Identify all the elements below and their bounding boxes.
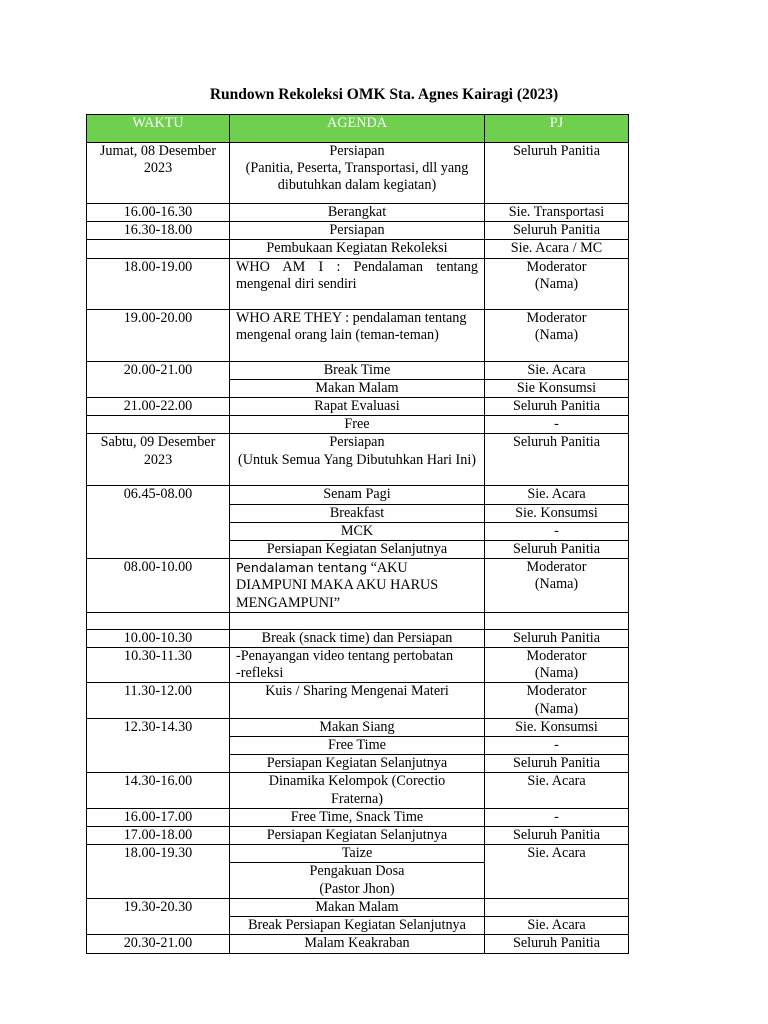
agenda-cell: Senam Pagi [230,486,485,504]
pj-cell: - [485,522,629,540]
table-row [87,240,629,258]
agenda-cell: WHO AM I : Pendalaman tentang mengenal diri sendiri [230,258,485,309]
agenda-cell: Kuis / Sharing Mengenai Materi [230,683,485,718]
pj-cell: Seluruh Panitia [485,222,629,240]
pj-cell: Sie. Transportasi [485,204,629,222]
waktu-cell: 16.00-16.30 [87,204,230,222]
table-row [87,898,629,916]
agenda-cell: Free Time [230,737,485,755]
waktu-cell [87,240,230,258]
pj-cell: Seluruh Panitia [485,935,629,953]
table-row [87,629,629,647]
pj-cell: Seluruh Panitia [485,143,629,204]
table-row [87,143,629,204]
table-row [87,361,629,379]
table-row [87,683,629,718]
table-row-empty [87,612,629,629]
waktu-cell: 18.00-19.00 [87,258,230,309]
table-row [87,718,629,736]
agenda-cell: Free Time, Snack Time [230,808,485,826]
pj-cell: Sie. Acara / MC [485,240,629,258]
pj-cell: Sie Konsumsi [485,379,629,397]
table-row [87,648,629,683]
agenda-cell: Free [230,416,485,434]
waktu-cell: 08.00-10.00 [87,559,230,613]
pj-cell: Seluruh Panitia [485,398,629,416]
pj-cell: Sie. Konsumsi [485,718,629,736]
waktu-cell: 11.30-12.00 [87,683,230,718]
pj-cell: Sie. Acara [485,917,629,935]
pj-cell [485,898,629,916]
date-cell: Jumat, 08 Desember 2023 [87,143,230,204]
table-row [87,434,629,486]
pj-cell: - [485,737,629,755]
waktu-cell: 14.30-16.00 [87,773,230,808]
table-row [87,845,629,863]
waktu-cell: 21.00-22.00 [87,398,230,416]
pj-cell: Sie. Konsumsi [485,504,629,522]
pj-cell: Seluruh Panitia [485,434,629,486]
pj-cell: Sie. Acara [485,773,629,808]
waktu-cell: 06.45-08.00 [87,486,230,559]
agenda-cell: Persiapan Kegiatan Selanjutnya [230,827,485,845]
table-row [87,559,629,613]
table-row [87,935,629,953]
pj-cell: Sie. Acara [485,361,629,379]
table-row [87,204,629,222]
pj-cell: Moderator (Nama) [485,258,629,309]
waktu-cell: 20.30-21.00 [87,935,230,953]
agenda-cell: Persiapan Kegiatan Selanjutnya [230,755,485,773]
agenda-cell: Break Time [230,361,485,379]
waktu-cell: 17.00-18.00 [87,827,230,845]
agenda-cell: Malam Keakraban [230,935,485,953]
waktu-cell: 10.00-10.30 [87,629,230,647]
agenda-cell: Makan Malam [230,898,485,916]
agenda-cell: Break Persiapan Kegiatan Selanjutnya [230,917,485,935]
table-row [87,808,629,826]
agenda-cell: Rapat Evaluasi [230,398,485,416]
waktu-cell: 20.00-21.00 [87,361,230,397]
table-row [87,309,629,361]
agenda-cell: Berangkat [230,204,485,222]
waktu-cell: 16.30-18.00 [87,222,230,240]
rundown-table [86,114,629,954]
table-row [87,258,629,309]
table-row [87,416,629,434]
pj-cell: - [485,416,629,434]
pj-cell: Seluruh Panitia [485,629,629,647]
pj-cell: Seluruh Panitia [485,827,629,845]
pj-cell: Sie. Acara [485,486,629,504]
pj-cell: Moderator (Nama) [485,648,629,683]
pj-cell: - [485,808,629,826]
agenda-cell: Persiapan (Panitia, Peserta, Transportasi, dll yang dibutuhkan dalam kegiatan) [230,143,485,204]
agenda-cell: Taize [230,845,485,863]
header-agenda: AGENDA [230,115,485,143]
agenda-cell: Makan Malam [230,379,485,397]
waktu-cell: 19.30-20.30 [87,898,230,934]
agenda-cell: Pengakuan Dosa (Pastor Jhon) [230,863,485,898]
table-row [87,398,629,416]
agenda-cell: Breakfast [230,504,485,522]
waktu-cell: 12.30-14.30 [87,718,230,773]
pj-cell: Moderator (Nama) [485,559,629,613]
table-row [87,773,629,808]
agenda-cell: -Penayangan video tentang pertobatan -refleksi [230,648,485,683]
waktu-cell: 19.00-20.00 [87,309,230,361]
pj-cell: Moderator (Nama) [485,683,629,718]
header-row [87,115,629,143]
table-row [87,222,629,240]
waktu-cell: 18.00-19.30 [87,845,230,899]
agenda-cell: Pendalaman tentang “AKU DIAMPUNI MAKA AKU HARUS MENGAMPUNI” [230,559,485,613]
agenda-cell: Persiapan (Untuk Semua Yang Dibutuhkan Hari Ini) [230,434,485,486]
agenda-cell: Persiapan [230,222,485,240]
header-pj: PJ [485,115,629,143]
table-row [87,486,629,504]
waktu-cell: 16.00-17.00 [87,808,230,826]
table-row [87,827,629,845]
pj-cell: Sie. Acara [485,845,629,899]
waktu-cell [87,416,230,434]
agenda-cell: Dinamika Kelompok (Corectio Fraterna) [230,773,485,808]
date-cell: Sabtu, 09 Desember 2023 [87,434,230,486]
waktu-cell: 10.30-11.30 [87,648,230,683]
agenda-cell: Break (snack time) dan Persiapan [230,629,485,647]
pj-cell: Seluruh Panitia [485,755,629,773]
pj-cell: Moderator (Nama) [485,309,629,361]
agenda-cell: Persiapan Kegiatan Selanjutnya [230,541,485,559]
pj-cell: Seluruh Panitia [485,541,629,559]
document-title: Rundown Rekoleksi OMK Sta. Agnes Kairagi (2023) [209,86,559,103]
agenda-cell: WHO ARE THEY : pendalaman tentang mengenal orang lain (teman-teman) [230,309,485,361]
header-waktu: WAKTU [87,115,230,143]
agenda-cell: Makan Siang [230,718,485,736]
agenda-cell: Pembukaan Kegiatan Rekoleksi [230,240,485,258]
agenda-cell: MCK [230,522,485,540]
